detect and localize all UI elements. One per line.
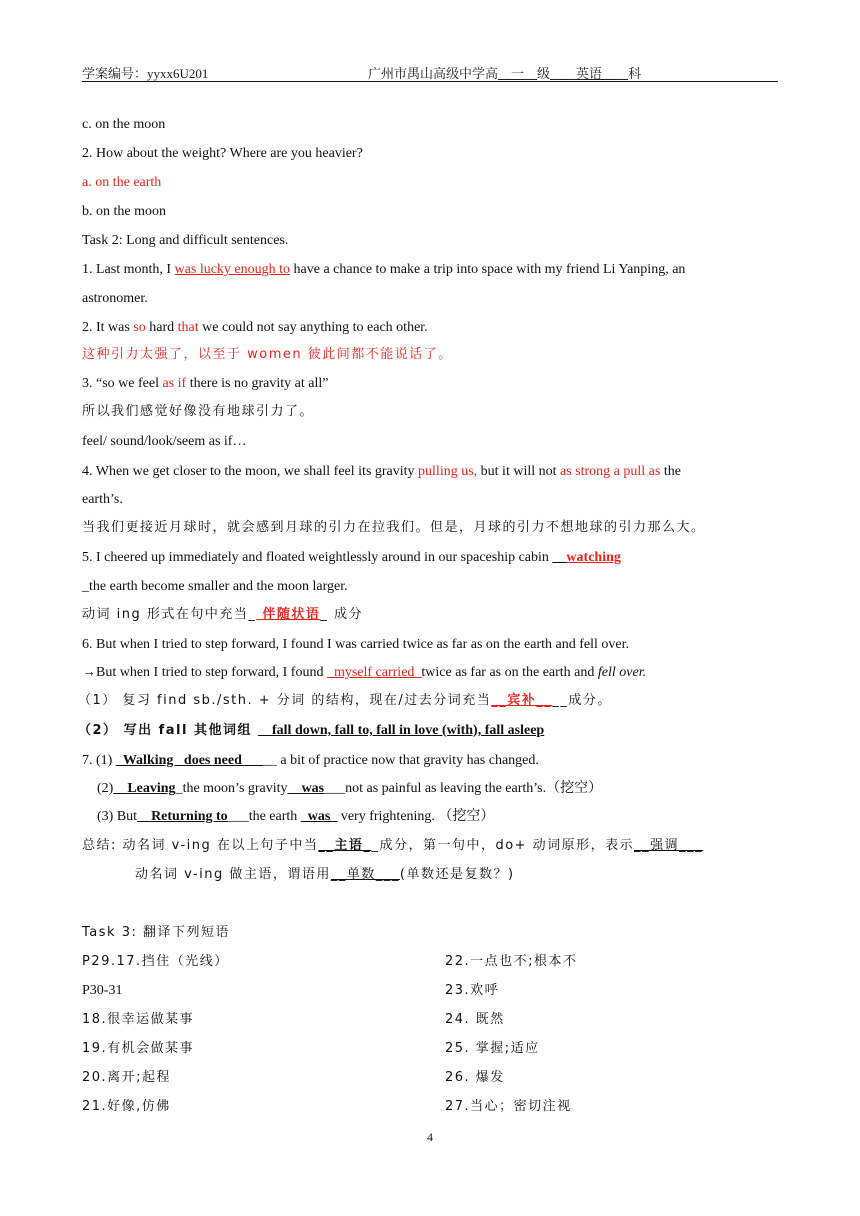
- sentence-7-2: (2)__Leaving_the moon’s gravity__was___not as painful as leaving the earth’s.（挖空）: [97, 781, 603, 796]
- sentence-7-3: (3) But__Returning to___the earth _was_ very frightening. （挖空）: [97, 809, 495, 824]
- sentence-2: 2. It was so hard that we could not say anything to each other.: [82, 320, 428, 335]
- phrase-21: 21.好像,仿佛: [82, 1099, 171, 1114]
- page-number: 4: [427, 1130, 433, 1144]
- answer-a-earth: a. on the earth: [82, 175, 162, 190]
- phrase-24: 24. 既然: [445, 1012, 505, 1027]
- sentence-5-cont: _the earth become smaller and the moon larger.: [82, 579, 348, 594]
- sentence-2-translation: 这种引力太强了，以至于 women 彼此间都不能说话了。: [82, 347, 453, 362]
- sentence-1-cont: astronomer.: [82, 291, 148, 306]
- sentence-1: 1. Last month, I was lucky enough to have a chance to make a trip into space with my friend Li Yanping, an: [82, 262, 686, 277]
- summary-1: 总结: 动名词 v-ing 在以上句子中当__主语__成分，第一句中，do+ 动词原形，表示__强调___: [82, 838, 704, 853]
- page-header: [82, 63, 778, 82]
- phrase-18: 18.很幸运做某事: [82, 1012, 195, 1027]
- phrase-25: 25. 掌握;适应: [445, 1041, 540, 1056]
- summary-2: 动名词 v-ing 做主语，谓语用__单数___(单数还是复数？): [135, 867, 515, 882]
- sentence-5: 5. I cheered up immediately and floated weightlessly around in our spaceship cabin __watching: [82, 550, 621, 565]
- header-doc-code: 学案编号：yyxx6U201: [82, 66, 209, 81]
- sentence-7-1: 7. (1) _Walking _does need_____ a bit of practice now that gravity has changed.: [82, 753, 539, 768]
- sentence-4: 4. When we get closer to the moon, we shall feel its gravity pulling us, but it will not as strong a pull as the: [82, 464, 681, 479]
- sentence-4-translation: 当我们更接近月球时，就会感到月球的引力在拉我们。但是，月球的引力不想地球的引力那么大。: [82, 520, 706, 535]
- phrase-26: 26. 爆发: [445, 1070, 505, 1085]
- header-school: 广州市禺山高级中学高__一__级____英语____科: [368, 66, 642, 81]
- pages-30-31: P30-31: [82, 983, 123, 998]
- sentence-6-rewrite: →But when I tried to step forward, I found _myself carried_twice as far as on the earth and fell over.: [82, 665, 647, 680]
- task-3-heading: Task 3: 翻译下列短语: [82, 925, 230, 940]
- answer-b-moon: b. on the moon: [82, 204, 166, 219]
- sentence-4-cont: earth’s.: [82, 492, 123, 507]
- sentence-6-note-2: （2） 写出 fall 其他词组 __fall down, fall to, fall in love (with), fall asleep: [78, 723, 545, 738]
- phrase-19: 19.有机会做某事: [82, 1041, 195, 1056]
- sentence-6-note-1: （1） 复习 find sb./sth. + 分词 的结构，现在/过去分词充当__宾补____成分。: [78, 693, 612, 708]
- sentence-5-note: 动词 ing 形式在句中充当_ 伴随状语_ 成分: [82, 607, 364, 622]
- sentence-3-translation: 所以我们感觉好像没有地球引力了。: [82, 404, 315, 419]
- phrase-27: 27.当心；密切注视: [445, 1099, 572, 1114]
- phrase-20: 20.离开;起程: [82, 1070, 172, 1085]
- question-2: 2. How about the weight? Where are you heavier?: [82, 146, 363, 161]
- phrase-22: 22.一点也不;根本不: [445, 954, 578, 969]
- sentence-3: 3. “so we feel as if there is no gravity at all”: [82, 376, 329, 391]
- sentence-6: 6. But when I tried to step forward, I found I was carried twice as far as on the earth and fell over.: [82, 637, 629, 652]
- phrase-17: P29.17.挡住（光线）: [82, 954, 229, 969]
- phrase-23: 23.欢呼: [445, 983, 500, 998]
- answer-c-moon: c. on the moon: [82, 117, 166, 132]
- as-if-note: feel/ sound/look/seem as if…: [82, 434, 247, 449]
- task-2-heading: Task 2: Long and difficult sentences.: [82, 233, 289, 248]
